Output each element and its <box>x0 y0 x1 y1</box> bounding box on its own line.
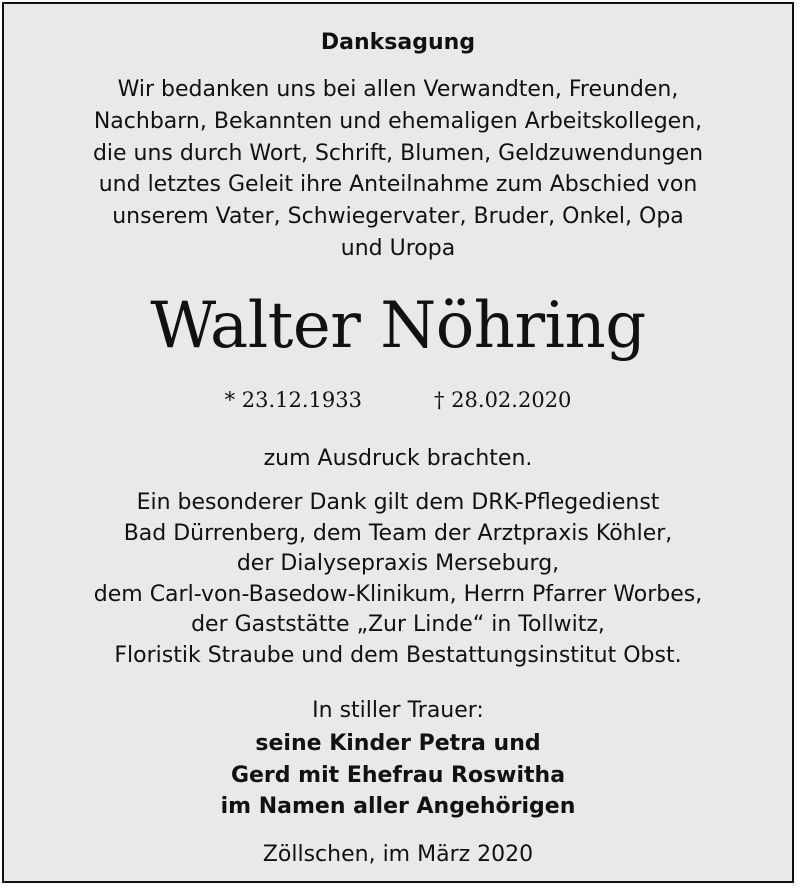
deceased-name: Walter Nöhring <box>150 289 646 363</box>
obituary-card <box>2 2 794 883</box>
closing-line: zum Ausdruck brachten. <box>263 446 533 471</box>
thanks-line: dem Carl-von-Basedow-Klinikum, Herrn Pfarrer Worbes, <box>93 581 703 607</box>
mourning-intro: In stiller Trauer: <box>312 698 484 723</box>
thanks-text <box>4 488 792 672</box>
intro-line: und letztes Geleit ihre Anteilnahme zum Abschied von <box>98 172 698 198</box>
heading: Danksagung <box>320 30 476 55</box>
intro-line: Nachbarn, Bekannten und ehemaligen Arbeitskollegen, <box>93 108 703 134</box>
thanks-line: Ein besonderer Dank gilt dem DRK-Pflegedienst <box>136 490 660 515</box>
intro-line: unserem Vater, Schwiegervater, Bruder, Onkel, Opa <box>112 204 684 230</box>
birth-date: * 23.12.1933 <box>224 388 362 412</box>
thanks-line: der Dialysepraxis Merseburg, <box>236 551 560 577</box>
thanks-line: der Gaststätte „Zur Linde“ in Tollwitz, <box>191 612 605 638</box>
death-date: † 28.02.2020 <box>434 388 572 412</box>
place-date: Zöllschen, im März 2020 <box>262 842 534 867</box>
family-line: seine Kinder Petra und <box>255 731 541 756</box>
family-line: im Namen aller Angehörigen <box>220 794 576 819</box>
family-signature <box>4 728 792 823</box>
intro-line: und Uropa <box>340 235 456 261</box>
thanks-line: Bad Dürrenberg, dem Team der Arztpraxis Köhler, <box>123 520 673 546</box>
thanks-line: Floristik Straube und dem Bestattungsinstitut Obst. <box>114 642 682 668</box>
intro-line: Wir bedanken uns bei allen Verwandten, Freunden, <box>117 77 679 102</box>
family-line: Gerd mit Ehefrau Roswitha <box>230 762 566 788</box>
intro-line: die uns durch Wort, Schrift, Blumen, Geldzuwendungen <box>92 140 704 166</box>
life-dates <box>4 386 792 414</box>
intro-text <box>4 74 792 265</box>
